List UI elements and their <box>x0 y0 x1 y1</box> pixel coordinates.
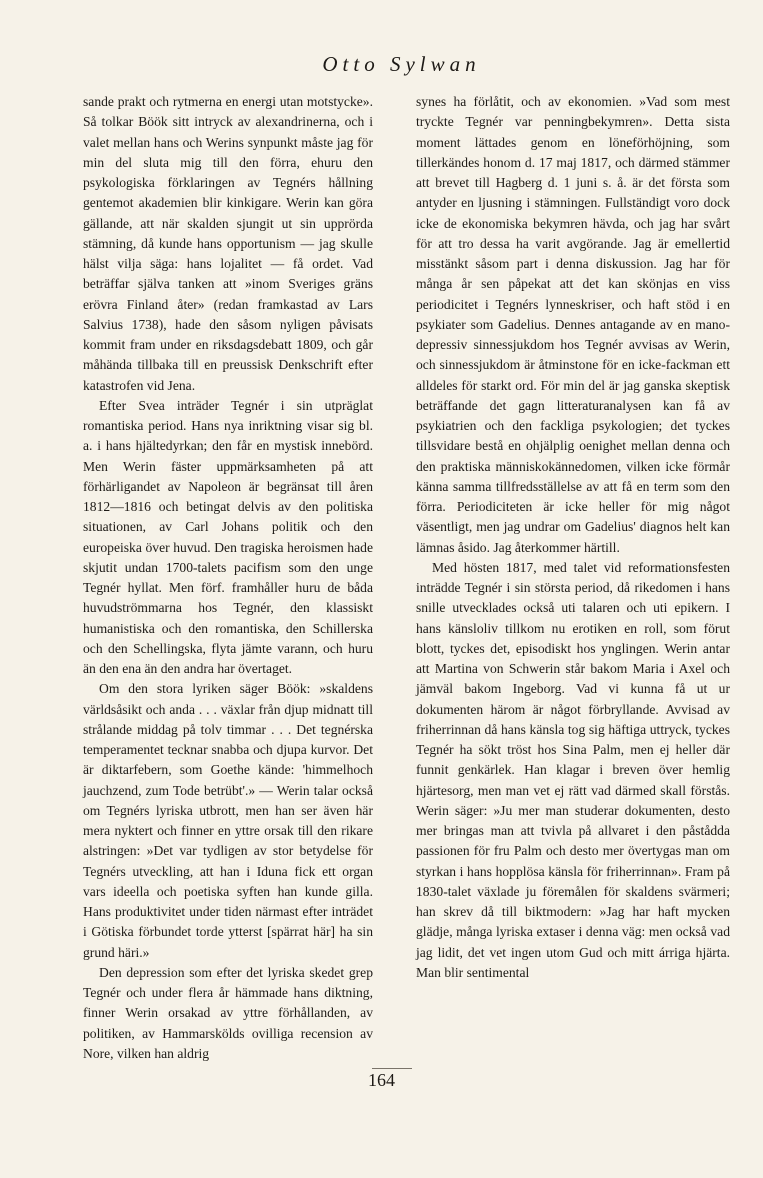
left-column <box>83 92 373 1064</box>
paragraph: synes ha förlåtit, och av ekonomien. »Vad som mest tryckte Tegnér var penningbekymren». Detta sista moment lättades genom en löneförhöjning, som tillerkändes honom d. 17 maj 1817, och därmed stämmer att brevet till Hagberg d. 1 juni s. å. är det första som antyder en ljusning i stämningen. Fullständigt voro dock icke de ekonomiska bekymren hävda, och jag har svårt för att tro dessa ha varit avgörande. Jag är emellertid misstänkt såsom part i denna diskussion. Jag har för många år sen påpekat att det kan skönjas en viss periodicitet i Tegnérs lynneskriser, och haft stöd i en psykiater som Gadelius. Dennes antagande av en mano-depressiv sinnessjukdom hos Tegnér avvisas av Werin, och sinnessjukdom är åtminstone för en icke-fackman ett alldeles för starkt ord. För min del är jag ganska skeptisk beträffande det gagn litteraturanalysen kan få av psykiatrien och den fackliga psykologien; det tyckes tillsvidare bestå en ohjälplig oenighet mellan denna och den praktiska människokännedomen, vilken icke förmår känna samma tillfredsställelse av att få en term som den förra. Periodiciteten är icke heller för mig något väsentligt, men jag undrar om Gadelius' diagnos helt kan lämnas åsido. Jag återkommer härtill. <box>416 94 730 555</box>
right-column <box>416 92 730 983</box>
paragraph: sande prakt och rytmerna en energi utan motstycke». Så tolkar Böök sitt intryck av alexandrinerna, och i valet mellan hans och Werins synpunkt måste jag för min del sluta mig till den förra, ehuru den psykologiska förklaringen av Tegnérs hållning gentemot akademien blir kinkigare. Werin kan göra gällande, att när skalden sjungit ut sin upprörda stämning, då kunde hans opportunism — jag skulle hälst vilja säga: hans lojalitet — få ordet. Vad beträffar själva tanken att »inom Sveriges gräns erövra Finland åter» (redan framkastad av Lars Salvius 1738), hade den såsom nyligen påvisats kommit fram under en riksdagsdebatt 1809, och går måhända tillbaka till en preussisk Denkschrift efter katastrofen vid Jena. <box>83 94 373 393</box>
folio-rule <box>372 1068 412 1069</box>
running-head: Otto Sylwan <box>322 52 481 76</box>
page-number: 164 <box>368 1070 395 1090</box>
paragraph: Med hösten 1817, med talet vid reformationsfesten inträdde Tegnér i sin största period, då rikedomen i hans snille utvecklades också uti talaren och uti epikern. I hans känsloliv tillkom nu erotiken en roll, som förut blott, tyckes det, episodiskt hos ynglingen. Werin antar att Martina von Schwerin står bakom Maria i Axel och jämväl bakom Ingeborg. Vad vi kunna få ut ur dokumenten härom är något förbryllande. Avvisad av friherrinnan då hans känsla tog sig häftiga uttryck, tyckes Tegnér ha sökt tröst hos Sina Palm, men ej heller där funnit genkärlek. Han klagar i breven över hemlig hjärtesorg, men man vet ej rätt vad därmed skall förstås. Werin säger: »Ju mer man studerar dokumenten, desto mer bringas man att tvivla på allvaret i den påstådda passionen för fru Palm och desto mer övertygas man om styrkan i hans hopplösa känsla för friherrinnan». Fram på 1830-talet växlade ju föremålen för skaldens svärmeri; han skrev då till biktmodern: »Jag har haft mycken glädje, många lyriska extaser i denna väg: men också vad jag lidit, det vet ingen utom Gud och mitt árriga hjärta. Man blir sentimental <box>416 559 730 980</box>
paragraph: Den depression som efter det lyriska skedet grep Tegnér och under flera år hämmade hans diktning, finner Werin orsakad av yttre förhållanden, av politiken, av Hammarskölds ovilliga recension av Nore, vilken han aldrig <box>83 964 373 1061</box>
paragraph: Efter Svea inträder Tegnér i sin utpräglat romantiska period. Hans nya inriktning visar sig bl. a. i hans hjältedyrkan; den får en mystisk innebörd. Men Werin fäster uppmärksamheten på att förhärligandet av Napoleon är begränsat till åren 1812—1816 och betingat delvis av den politiska situationen, av Carl Johans politik och den europeiska över huvud. Den tragiska heroismen hade skjutit undan 1700-talets pacifism som den unge Tegnér hyllat. Men förf. framhåller huru de båda huvudströmmarna hos Tegnér, den klassiskt humanistiska och den romantiska, den Schillerska och den Schellingska, flyta jämte varann, och huru än den ena än den andra har övertaget. <box>83 397 373 676</box>
paragraph: Om den stora lyriken säger Böök: »skaldens världsåsikt och anda . . . växlar från djup midnatt till strålande middag på tolv timmar . . . Det tegnérska temperamentet tecknar snabba och djupa kurvor. Det är diktarfebern, som Goethe kände: 'himmelhoch jauchzend, zum Tode betrübt'.» — Werin talar också om Tegnérs lyriska utbrott, men han ser även här mera nyktert och finner en yttre orsak till den rikare alstringen: »Det var tydligen av stor betydelse för Tegnérs utveckling, att han i Iduna fick ett organ vars ideella och poetiska syften han kunde gilla. Hans produktivitet under tiden närmast efter inträdet i Götiska förbundet torde ytterst [spärrat här] ha sin grund häri.» <box>83 681 373 960</box>
